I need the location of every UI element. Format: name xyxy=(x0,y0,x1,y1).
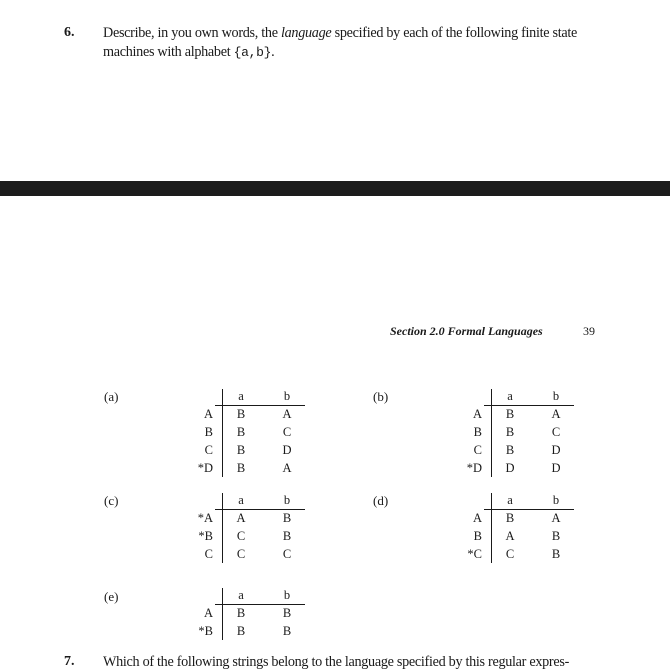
column-header: b xyxy=(552,493,560,507)
column-a xyxy=(498,491,522,563)
state-cell: C xyxy=(204,443,213,457)
column-header: b xyxy=(283,493,291,507)
state-cell: *C xyxy=(467,547,482,561)
question-6-line-2: machines with alphabet {a,b}. xyxy=(103,44,275,60)
column-b xyxy=(544,491,568,563)
transition-cell: C xyxy=(282,425,292,439)
column-b xyxy=(275,387,299,477)
state-cell: *A xyxy=(197,511,213,525)
page-number: 39 xyxy=(583,324,595,338)
machine-label-e: (e) xyxy=(104,589,119,604)
state-column xyxy=(454,509,482,563)
fsm-table-c xyxy=(185,491,305,567)
machine-label-b: (b) xyxy=(373,389,389,404)
transition-cell: B xyxy=(282,529,292,543)
transition-cell: A xyxy=(282,407,292,421)
transition-cell: D xyxy=(282,443,292,457)
transition-cell: A xyxy=(236,511,246,525)
column-b xyxy=(544,387,568,477)
table-state-rule xyxy=(222,389,223,477)
state-cell: A xyxy=(472,511,482,525)
transition-cell: A xyxy=(551,511,561,525)
question-6-number: 6. xyxy=(64,25,75,40)
transition-cell: B xyxy=(236,407,246,421)
transition-cell: C xyxy=(551,425,561,439)
transition-cell: A xyxy=(551,407,561,421)
question-6-line-1: Describe, in you own words, the language specified by each of the following finite state xyxy=(103,25,577,41)
alphabet-set: {a,b} xyxy=(233,45,272,60)
fsm-table-e xyxy=(185,586,305,644)
question-7-number: 7. xyxy=(64,654,75,669)
table-state-rule xyxy=(222,588,223,640)
state-cell: B xyxy=(473,425,482,439)
machine-label-d: (d) xyxy=(373,493,389,508)
transition-cell: B xyxy=(282,606,292,620)
transition-cell: C xyxy=(505,547,515,561)
state-cell: *B xyxy=(198,529,213,543)
state-cell: C xyxy=(204,547,213,561)
state-cell: A xyxy=(203,407,213,421)
transition-cell: B xyxy=(236,624,246,638)
column-a xyxy=(229,387,253,477)
question-7-text: Which of the following strings belong to the language specified by this regular expres- xyxy=(103,654,569,670)
column-a xyxy=(229,586,253,640)
page-divider xyxy=(0,181,670,196)
state-column xyxy=(185,604,213,640)
state-cell: *D xyxy=(466,461,482,475)
transition-cell: B xyxy=(505,407,515,421)
column-header: b xyxy=(552,389,560,403)
state-cell: *D xyxy=(197,461,213,475)
state-column xyxy=(185,405,213,477)
section-header: Section 2.0 Formal Languages xyxy=(390,324,543,338)
question-6-text xyxy=(103,24,577,62)
fsm-table-d xyxy=(454,491,574,567)
transition-cell: B xyxy=(236,461,246,475)
column-header: a xyxy=(507,389,513,403)
transition-cell: B xyxy=(236,425,246,439)
table-state-rule xyxy=(491,493,492,563)
state-cell: B xyxy=(473,529,482,543)
transition-cell: B xyxy=(505,511,515,525)
transition-cell: D xyxy=(551,443,561,457)
state-cell: A xyxy=(203,606,213,620)
column-b xyxy=(275,586,299,640)
column-header: b xyxy=(283,389,291,403)
transition-cell: C xyxy=(236,547,246,561)
column-header: a xyxy=(238,588,244,602)
state-cell: *B xyxy=(198,624,213,638)
state-cell: C xyxy=(473,443,482,457)
column-header: a xyxy=(238,389,244,403)
transition-cell: B xyxy=(236,443,246,457)
transition-cell: B xyxy=(282,624,292,638)
column-a xyxy=(498,387,522,477)
state-cell: A xyxy=(472,407,482,421)
column-b xyxy=(275,491,299,563)
column-a xyxy=(229,491,253,563)
transition-cell: B xyxy=(282,511,292,525)
state-cell: B xyxy=(204,425,213,439)
column-header: a xyxy=(238,493,244,507)
transition-cell: B xyxy=(505,425,515,439)
transition-cell: D xyxy=(505,461,515,475)
transition-cell: B xyxy=(551,547,561,561)
transition-cell: C xyxy=(282,547,292,561)
transition-cell: C xyxy=(236,529,246,543)
fsm-table-b xyxy=(454,387,574,482)
transition-cell: A xyxy=(282,461,292,475)
fsm-table-a xyxy=(185,387,305,482)
transition-cell: B xyxy=(505,443,515,457)
column-header: a xyxy=(507,493,513,507)
table-state-rule xyxy=(491,389,492,477)
column-header: b xyxy=(283,588,291,602)
transition-cell: D xyxy=(551,461,561,475)
state-column xyxy=(454,405,482,477)
machine-label-a: (a) xyxy=(104,389,119,404)
transition-cell: B xyxy=(551,529,561,543)
transition-cell: B xyxy=(236,606,246,620)
state-column xyxy=(185,509,213,563)
machine-label-c: (c) xyxy=(104,493,119,508)
transition-cell: A xyxy=(505,529,515,543)
table-state-rule xyxy=(222,493,223,563)
